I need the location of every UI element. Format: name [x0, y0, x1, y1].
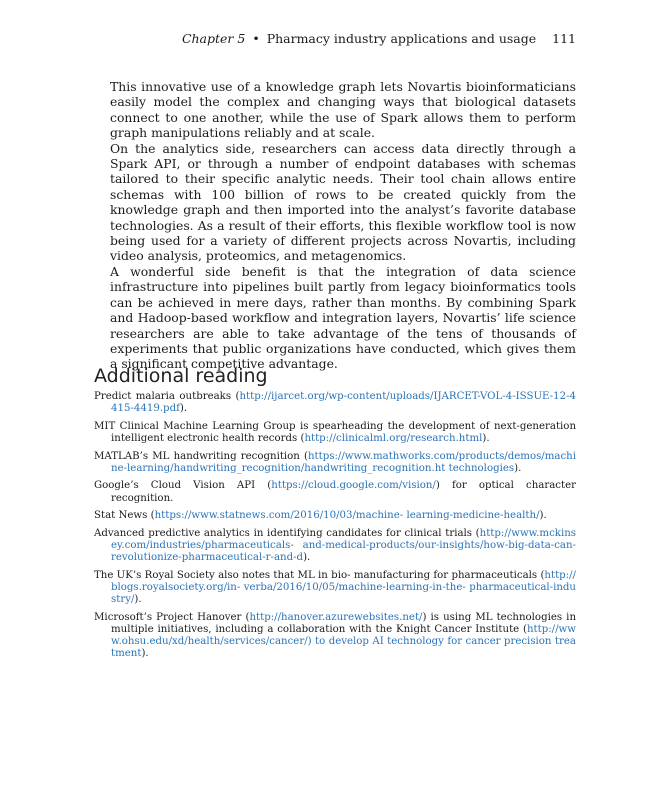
reference-text: Advanced predictive analytics in identifying candidates for clinical trials (: [94, 527, 480, 539]
reference-link[interactable]: https://www.statnews.com/2016/10/03/machine- learning-medicine-health/: [154, 510, 540, 522]
reference-text: Microsoft’s Project Hanover (: [94, 611, 250, 623]
reference-link[interactable]: https://www.mathworks.com/products/demos/machine-learning/handwriting_recognition/handwriting_recognition.ht technologies: [111, 450, 576, 474]
reference-link[interactable]: http://clinicalml.org/research.html: [304, 433, 483, 444]
reference-item: [94, 612, 576, 661]
header-separator: •: [252, 31, 260, 46]
reference-link[interactable]: https://cloud.google.com/vision/: [271, 480, 436, 492]
reference-link[interactable]: http://blogs.royalsociety.org/in- verba/2016/10/05/machine-learning-in-the- pharmaceutical-industry/: [111, 569, 576, 606]
reference-item: [94, 480, 576, 504]
reference-item: [94, 451, 576, 475]
reference-link[interactable]: http://hanover.azurewebsites.net/: [249, 611, 423, 623]
reference-item: [94, 570, 576, 607]
reference-item: [94, 510, 576, 522]
reference-text: ) for optical character recognition.: [111, 480, 576, 504]
reference-text: MATLAB’s ML handwriting recognition (: [94, 450, 308, 462]
reference-text: ).: [514, 462, 522, 474]
reference-text: Google’s Cloud Vision API (: [94, 480, 272, 492]
reference-text: The UK’s Royal Society also notes that ML in bio- manufacturing for pharmaceuticals (: [94, 569, 545, 581]
reference-text: MIT Clinical Machine Learning Group is spearheading the development of next-generation intelligent electronic health records (: [94, 420, 576, 444]
reference-item: [94, 391, 576, 415]
reference-text: Predict malaria outbreaks (: [94, 391, 240, 402]
body-text: [110, 79, 576, 372]
reference-text: ).: [539, 510, 547, 522]
reference-text: ).: [141, 648, 149, 660]
paragraph: On the analytics side, researchers can access data directly through a Spark API, or through a number of endpoint databases with schemas tailored to their specific analytic needs. Their tool chain allows entire schemas with 100 billion of rows to be created quickly from the knowledge graph and then imported into the analyst’s favorite database technologies. As a result of their efforts, this flexible workflow tool is now being used for a variety of different projects across Novartis, including video analysis, proteomics, and metagenomics.: [110, 140, 576, 264]
reference-item: [94, 421, 576, 445]
chapter-title: Pharmacy industry applications and usage: [266, 31, 537, 46]
running-head: [94, 31, 576, 47]
reference-text: Stat News (: [94, 510, 155, 522]
reference-text: ) is using ML technologies in multiple initiatives, including a collaboration with the Knight Cancer Institute (: [111, 611, 576, 635]
reference-list: [94, 391, 576, 666]
section-heading: Additional reading: [94, 365, 268, 387]
reference-link[interactable]: http://ijarcet.org/wp-content/uploads/IJARCET-VOL-4-ISSUE-12-4415-4419.pdf: [111, 391, 576, 415]
page-number: 111: [552, 31, 576, 46]
paragraph: A wonderful side benefit is that the integration of data science infrastructure into pipelines built partly from legacy bioinformatics tools can be achieved in mere days, rather than months. By combining Spark and Hadoop-based workflow and integration layers, Novartis’ life science researchers are able to take advantage of the tens of thousands of experiments that public organizations have conducted, which gives them a significant competitive advantage.: [110, 263, 576, 372]
reference-link[interactable]: http://www.ohsu.edu/xd/health/services/cancer/) to develop AI technology for cancer precision treatment: [111, 623, 576, 660]
reference-text: ).: [482, 433, 490, 444]
chapter-label: Chapter 5: [181, 31, 246, 46]
paragraph: This innovative use of a knowledge graph lets Novartis bioinformaticians easily model the complex and changing ways that biological datasets connect to one another, while the use of Spark allows them to perform graph manipulations reliably and at scale.: [110, 79, 576, 141]
reference-link[interactable]: http://www.mckinsey.com/industries/pharmaceuticals- and-medical-products/our-insights/how-big-data-can- revolutionize-pharmaceutical-r-and-d: [111, 527, 576, 564]
reference-text: ).: [179, 403, 188, 415]
reference-text: ).: [134, 594, 142, 606]
reference-text: ).: [303, 552, 311, 564]
reference-item: [94, 528, 576, 565]
